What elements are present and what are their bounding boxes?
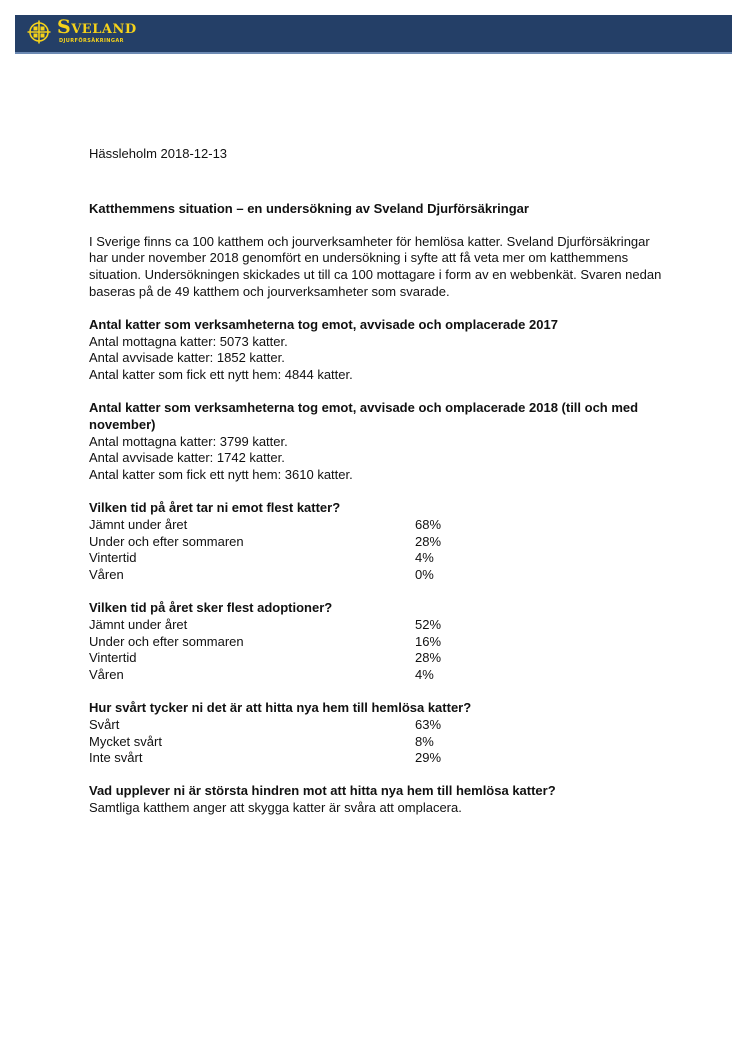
answer-label: Jämnt under året <box>89 516 188 532</box>
answer-value: 28% <box>415 650 442 666</box>
document-title: Katthemmens situation – en undersökning av Sveland Djurförsäkringar <box>89 200 529 216</box>
section-intake-season <box>89 500 669 584</box>
answer-value: 8% <box>415 733 434 749</box>
compass-crest-icon <box>27 20 51 44</box>
stat-line: Antal mottagna katter: 3799 katter. <box>89 433 288 449</box>
question-heading: Vilken tid på året tar ni emot flest katter? <box>89 499 341 515</box>
question-heading: Vad upplever ni är största hindren mot att hitta nya hem till hemlösa katter? <box>89 783 556 799</box>
answer-value: 29% <box>415 750 442 766</box>
answer-label: Mycket svårt <box>89 733 162 749</box>
stat-line: Antal katter som fick ett nytt hem: 3610 katter. <box>89 467 353 483</box>
answer-row <box>89 534 669 551</box>
brand-name: Sveland <box>57 16 137 38</box>
answer-row <box>89 734 669 751</box>
answer-label: Svårt <box>89 716 120 732</box>
intro-paragraph: I Sverige finns ca 100 katthem och jourverksamheter för hemlösa katter. Sveland Djurförsäkringar har under november 2018 genomfört en undersökning i syfte att få veta mer om katthemmens situation. Undersökningen skickades ut till ca 100 mottagare i form av en webbenkät. Svaren nedan baseras på de 49 katthem och jourverksamheter som svarade. <box>89 233 662 299</box>
answer-row <box>89 517 669 534</box>
answer-value: 0% <box>415 567 434 583</box>
answer-row <box>89 617 669 634</box>
stat-line: Antal avvisade katter: 1742 katter. <box>89 450 285 466</box>
answer-value: 28% <box>415 533 442 549</box>
answer-label: Våren <box>89 667 124 683</box>
sveland-logo <box>27 17 137 45</box>
document-body <box>89 146 669 817</box>
section-adoption-season <box>89 600 669 684</box>
answer-row <box>89 750 669 767</box>
answer-row <box>89 550 669 567</box>
answer-value: 63% <box>415 716 442 732</box>
answer-value: 16% <box>415 633 442 649</box>
section-heading: Antal katter som verksamheterna tog emot, avvisade och omplacerade 2018 (till och med november) <box>89 399 639 432</box>
answer-label: Under och efter sommaren <box>89 533 244 549</box>
stat-line: Antal mottagna katter: 5073 katter. <box>89 333 288 349</box>
stat-line: Antal katter som fick ett nytt hem: 4844 katter. <box>89 367 353 383</box>
section-heading: Antal katter som verksamheterna tog emot, avvisade och omplacerade 2017 <box>89 316 558 332</box>
answer-value: 52% <box>415 616 442 632</box>
answer-label: Under och efter sommaren <box>89 633 244 649</box>
answer-row <box>89 567 669 584</box>
answer-row <box>89 667 669 684</box>
answer-value: 68% <box>415 516 442 532</box>
section-stats-2018 <box>89 400 669 484</box>
section-stats-2017 <box>89 317 669 384</box>
answer-value: 4% <box>415 550 434 566</box>
answer-label: Inte svårt <box>89 750 143 766</box>
answer-label: Vintertid <box>89 650 137 666</box>
question-heading: Vilken tid på året sker flest adoptioner? <box>89 599 333 615</box>
stat-line: Antal avvisade katter: 1852 katter. <box>89 350 285 366</box>
brand-subtitle: DJURFÖRSÄKRINGAR <box>59 38 124 44</box>
answer-row <box>89 650 669 667</box>
answer-label: Vintertid <box>89 550 137 566</box>
question-heading: Hur svårt tycker ni det är att hitta nya hem till hemlösa katter? <box>89 699 472 715</box>
answer-text: Samtliga katthem anger att skygga katter är svåra att omplacera. <box>89 799 462 815</box>
header-bar <box>15 15 732 54</box>
section-obstacles <box>89 783 669 817</box>
answer-row <box>89 634 669 651</box>
answer-row <box>89 717 669 734</box>
answer-label: Jämnt under året <box>89 616 188 632</box>
answer-label: Våren <box>89 567 124 583</box>
section-rehoming-difficulty <box>89 700 669 767</box>
answer-value: 4% <box>415 667 434 683</box>
date-line: Hässleholm 2018-12-13 <box>89 146 228 161</box>
